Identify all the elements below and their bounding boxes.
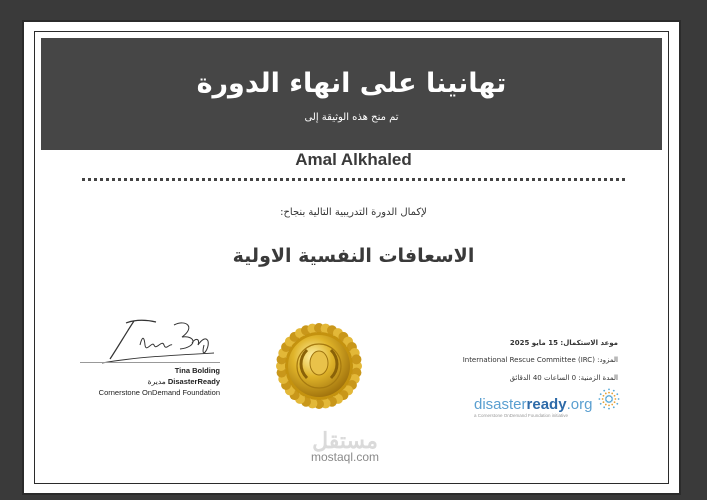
signer-role-org: DisasterReady	[167, 377, 220, 386]
signature-line	[80, 362, 220, 363]
signer-role-ar: مديرة	[147, 377, 166, 386]
certificate-subtitle: تم منح هذه الوثيقة إلى	[304, 112, 399, 123]
gold-seal-icon	[271, 318, 367, 414]
course-title: الاسعافات النفسية الاولية	[232, 245, 475, 267]
starburst-icon	[598, 388, 620, 410]
dotted-divider	[82, 178, 625, 181]
signer-organization: Cornerstone OnDemand Foundation	[98, 388, 220, 397]
header-banner	[41, 38, 662, 150]
completion-text: لإكمال الدورة التدريبية التالية بنجاح:	[280, 207, 427, 218]
course-provider: المزود: International Rescue Committee (IRC)	[462, 356, 618, 364]
course-duration: المدة الزمنية: 0 الساعات 40 الدقائق	[509, 374, 618, 382]
disasterready-logo: disasterready.org a Cornerstone OnDemand Foundation initiative	[474, 396, 624, 430]
certificate-title: تهانينا على انهاء الدورة	[196, 68, 507, 99]
recipient-name: Amal Alkhaled	[295, 150, 412, 169]
signer-role	[60, 377, 220, 386]
completion-date: موعد الاستكمال: 15 مايو 2025	[509, 339, 618, 347]
mostaql-watermark: مستقل mostaql.com	[310, 428, 380, 464]
signer-name: Tina Bolding	[174, 366, 220, 375]
